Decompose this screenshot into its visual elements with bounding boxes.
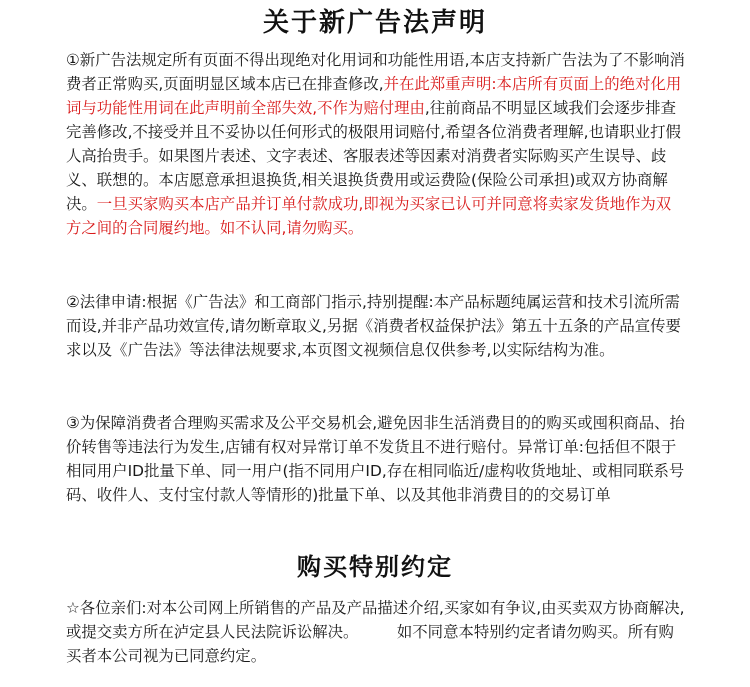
clause-2-paragraph: ②法律申请:根据《广告法》和工商部门指示,持别提醒:本产品标题纯属运营和技术引流所需而设,并非产品功效宣传,请勿断章取义,另据《消费者权益保护法》第五十五条的产品宣传要求以及《广告法》等法律法规要求,本页图文视频信息仅供参考,以实际结构为准。 [66,293,681,359]
clause-3-paragraph: ③为保障消费者合理购买需求及公平交易机会,避免因非生活消费目的的购买或囤积商品、抬价转售等违法行为发生,店铺有权对异常订单不发货且不进行赔付。异常订单:包括但不限于相同用户ID批量下单、同一用户(指不同用户ID,存在相同临近/虚构收货地址、或相同联系号码、收件人、支付宝付款人等情形的)批量下单、以及其他非消费目的的交易订单 [66,414,685,504]
clause-1-text-b: ,往前商品不明显区域我们会逐步排查完善修改,不接受并且不妥协以任何形式的极限用词赔付,希望各位消费者理解,也请职业打假人高抬贵手。如果图片表述、文字表述、客服表述等因素对消费者实际购买产生误导、歧义、联想的。本店愿意承担退换货,相关退换货费用或运费险(保险公司承担)或双方协商解决。 [66,99,681,213]
clause-1-paragraph [66,48,686,240]
purchase-agreement-title: 购买特别约定 [297,552,453,581]
clause-1-text-a: ①新广告法规定所有页面不得出现绝对化用词和功能性用语,本店支持新广告法为了不影响消费者正常购买,页面明显区域本店已在排查修改, [66,51,685,93]
clause-1-red-agreement: 一旦买家购买本店产品并订单付款成功,即视为买家已认可并同意将卖家发货地作为双方之间的合同履约地。如不认同,请勿购买。 [66,195,672,237]
clause-1-red-statement: 并在此郑重声明:本店所有页面上的绝对化用词与功能性用词在此声明前全部失效,不作为赔付理由 [66,75,682,117]
page-title: 关于新广告法声明 [262,8,487,38]
purchase-agreement-paragraph: ☆各位亲们:对本公司网上所销售的产品及产品描述介绍,买家如有争议,由买卖双方协商解决,或提交卖方所在泸定县人民法院诉讼解决。 如不同意本特别约定者请勿购买。所有购买者本公司视为已同意约定。 [66,599,685,665]
